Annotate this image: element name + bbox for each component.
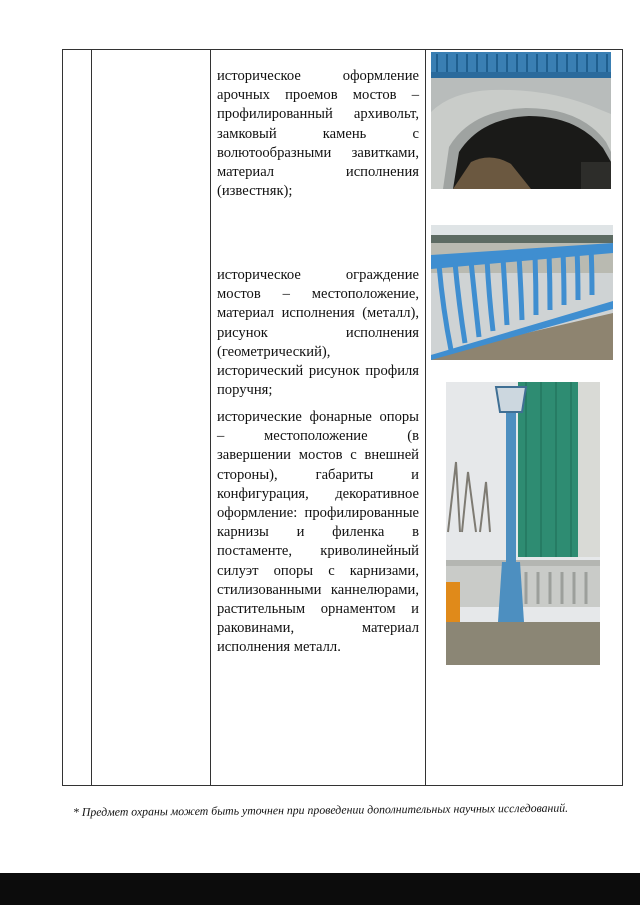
lamp-post-photo <box>446 382 600 665</box>
arch-openings-paragraph: историческое оформление арочных проемов мостов – профилированный архивольт, замковый камень с волютообразными завитками, материал исполнения (известняк); <box>217 68 419 200</box>
bridge-railing-photo <box>431 225 613 360</box>
table-cell-number <box>63 50 92 786</box>
table-cell-photos <box>426 50 623 786</box>
lamp-posts-paragraph: исторические фонарные опоры – местоположение (в завершении мостов с внешней стороны), габариты и конфигурация, декоративное оформление: профилированные карнизы и филенка в постаменте, криволинейный силуэт опоры с карнизами, стилизованными каннелюрами, растительным орнаментом и раковинами, материал исполнения металл. <box>217 409 419 656</box>
table-cell-object <box>92 50 211 786</box>
footnote: * Предмет охраны может быть уточнен при проведении дополнительных научных исследований. <box>72 800 569 819</box>
bridge-arch-photo <box>431 52 611 189</box>
railing-paragraph: историческое ограждение мостов – местоположение, материал исполнения (металл), рисунок исполнения (геометрический), исторический рисунок профиля поручня; <box>217 267 419 399</box>
table-cell-description <box>211 50 426 786</box>
protection-subject-table <box>62 49 623 786</box>
scan-bottom-edge <box>0 873 640 905</box>
